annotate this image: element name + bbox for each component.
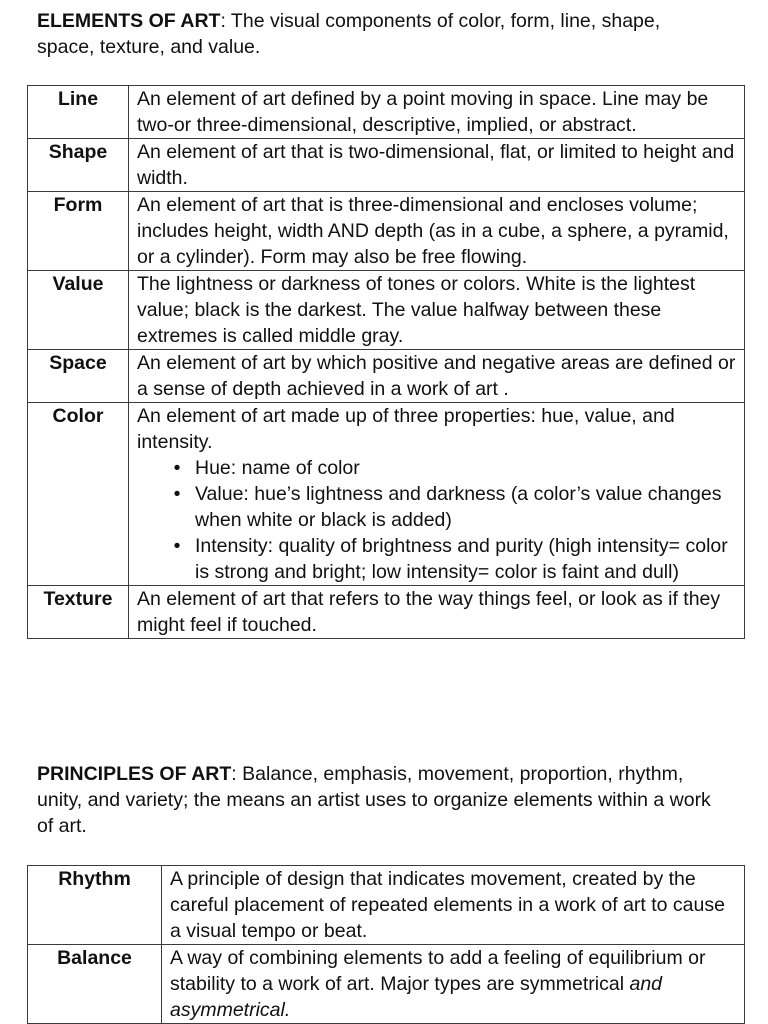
definition-cell — [129, 403, 745, 586]
principles-heading: PRINCIPLES OF ART — [37, 763, 232, 785]
list-item-text: Value: hue’s lightness and darkness (a color’s value changes when white or black is added) — [195, 483, 722, 531]
table-row — [28, 866, 745, 945]
term-cell: Color — [28, 403, 129, 586]
principles-table — [27, 865, 745, 1024]
principles-intro — [37, 761, 717, 839]
table-row — [28, 403, 745, 586]
elements-heading: ELEMENTS OF ART — [37, 10, 221, 32]
balance-definition-italic: and asymmetrical. — [170, 973, 663, 1021]
definition-cell: A principle of design that indicates movement, created by the careful placement of repeated elements in a work of art to cause a visual tempo or beat. — [162, 866, 745, 945]
list-item — [173, 533, 740, 585]
list-item-text: Intensity: quality of brightness and purity (high intensity= color is strong and bright; low intensity= color is faint and dull) — [195, 535, 728, 583]
list-item — [173, 481, 740, 533]
definition-cell: An element of art that is three-dimensional and encloses volume; includes height, width AND depth (as in a cube, a sphere, a pyramid, or a cylinder). Form may also be free flowing. — [129, 192, 745, 271]
term-cell: Value — [28, 271, 129, 350]
term-cell: Shape — [28, 139, 129, 192]
balance-definition-text: A way of combining elements to add a feeling of equilibrium or stability to a work of art. Major types are symmetrical — [170, 947, 706, 995]
definition-cell: An element of art by which positive and negative areas are defined or a sense of depth achieved in a work of art . — [129, 350, 745, 403]
table-row — [28, 139, 745, 192]
term-cell: Form — [28, 192, 129, 271]
term-cell: Rhythm — [28, 866, 162, 945]
table-row — [28, 192, 745, 271]
elements-intro-text: : The visual components of color, form, line, shape, space, texture, and value. — [37, 10, 661, 58]
bullet-icon: • — [173, 535, 181, 557]
principles-intro-text: : Balance, emphasis, movement, proportion, rhythm, unity, and variety; the means an artist uses to organize elements within a work of art. — [37, 763, 711, 837]
color-definition-text: An element of art made up of three properties: hue, value, and intensity. — [137, 405, 675, 453]
definition-cell: An element of art that refers to the way things feel, or look as if they might feel if touched. — [129, 586, 745, 639]
definition-cell: An element of art that is two-dimensional, flat, or limited to height and width. — [129, 139, 745, 192]
term-cell: Line — [28, 86, 129, 139]
elements-table — [27, 85, 745, 639]
table-row — [28, 86, 745, 139]
list-item-text: Hue: name of color — [195, 457, 360, 479]
elements-intro — [37, 8, 717, 60]
table-row — [28, 350, 745, 403]
term-cell: Balance — [28, 945, 162, 1024]
term-cell: Texture — [28, 586, 129, 639]
definition-cell — [162, 945, 745, 1024]
table-row — [28, 586, 745, 639]
definition-cell: An element of art defined by a point moving in space. Line may be two-or three-dimensional, descriptive, implied, or abstract. — [129, 86, 745, 139]
term-cell: Space — [28, 350, 129, 403]
bullet-icon: • — [173, 483, 181, 505]
list-item — [173, 455, 740, 481]
definition-cell: The lightness or darkness of tones or colors. White is the lightest value; black is the darkest. The value halfway between these extremes is called middle gray. — [129, 271, 745, 350]
table-row — [28, 271, 745, 350]
color-properties-list — [137, 455, 740, 585]
table-row — [28, 945, 745, 1024]
bullet-icon: • — [173, 457, 181, 479]
